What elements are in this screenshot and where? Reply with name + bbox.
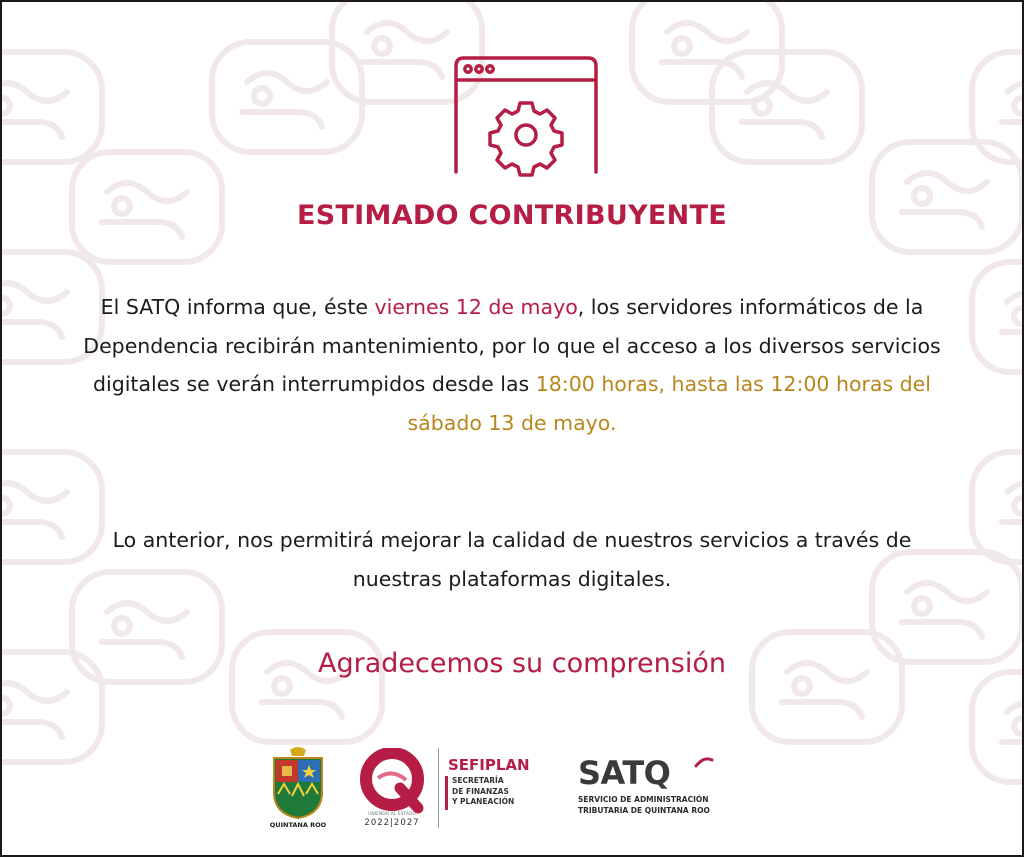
time-highlight: 18:00 horas, hasta las 12:00 horas del sábado 13 de mayo. <box>407 372 931 435</box>
q-logo-icon <box>356 748 428 814</box>
sefiplan-accent-bar <box>445 776 448 810</box>
state-name: QUINTANA ROO <box>269 821 327 829</box>
maintenance-notice <box>82 288 942 442</box>
page-title: ESTIMADO CONTRIBUYENTE <box>296 200 728 231</box>
state-crest-icon <box>270 746 326 820</box>
notice-text-middle: , los servidores informáticos de la Dependencia recibirán mantenimiento, por lo que el acceso a los diversos servicios digitales se verán interrumpidos desde las <box>83 295 941 396</box>
logo-divider <box>438 748 439 828</box>
satq-subtitle: SERVICIO DE ADMINISTRACIÓN TRIBUTARIA DE QUINTANA ROO <box>578 795 710 815</box>
sefiplan-subtitle: SECRETARÍA DE FINANZAS Y PLANEACIÓN <box>452 776 515 806</box>
satq-logo-text: SATQ <box>578 754 671 792</box>
date-highlight: viernes 12 de mayo <box>374 295 578 319</box>
notice-text-start: El SATQ informa que, éste <box>100 295 375 319</box>
closing-message: Agradecemos su comprensión <box>318 648 726 679</box>
content-area <box>2 2 1022 855</box>
logo-strip <box>270 740 760 834</box>
satq-swoosh-icon <box>694 756 714 768</box>
benefit-text: Lo anterior, nos permitirá mejorar la calidad de nuestros servicios a través de nuestras plataformas digitales. <box>112 528 912 591</box>
government-period: 2022|2027 <box>364 818 420 828</box>
government-tagline: UNIENDO AL ESTADO <box>368 812 416 817</box>
sefiplan-logo-text: SEFIPLAN <box>448 756 530 774</box>
browser-window-icon <box>448 52 604 180</box>
gear-icon <box>490 103 562 175</box>
